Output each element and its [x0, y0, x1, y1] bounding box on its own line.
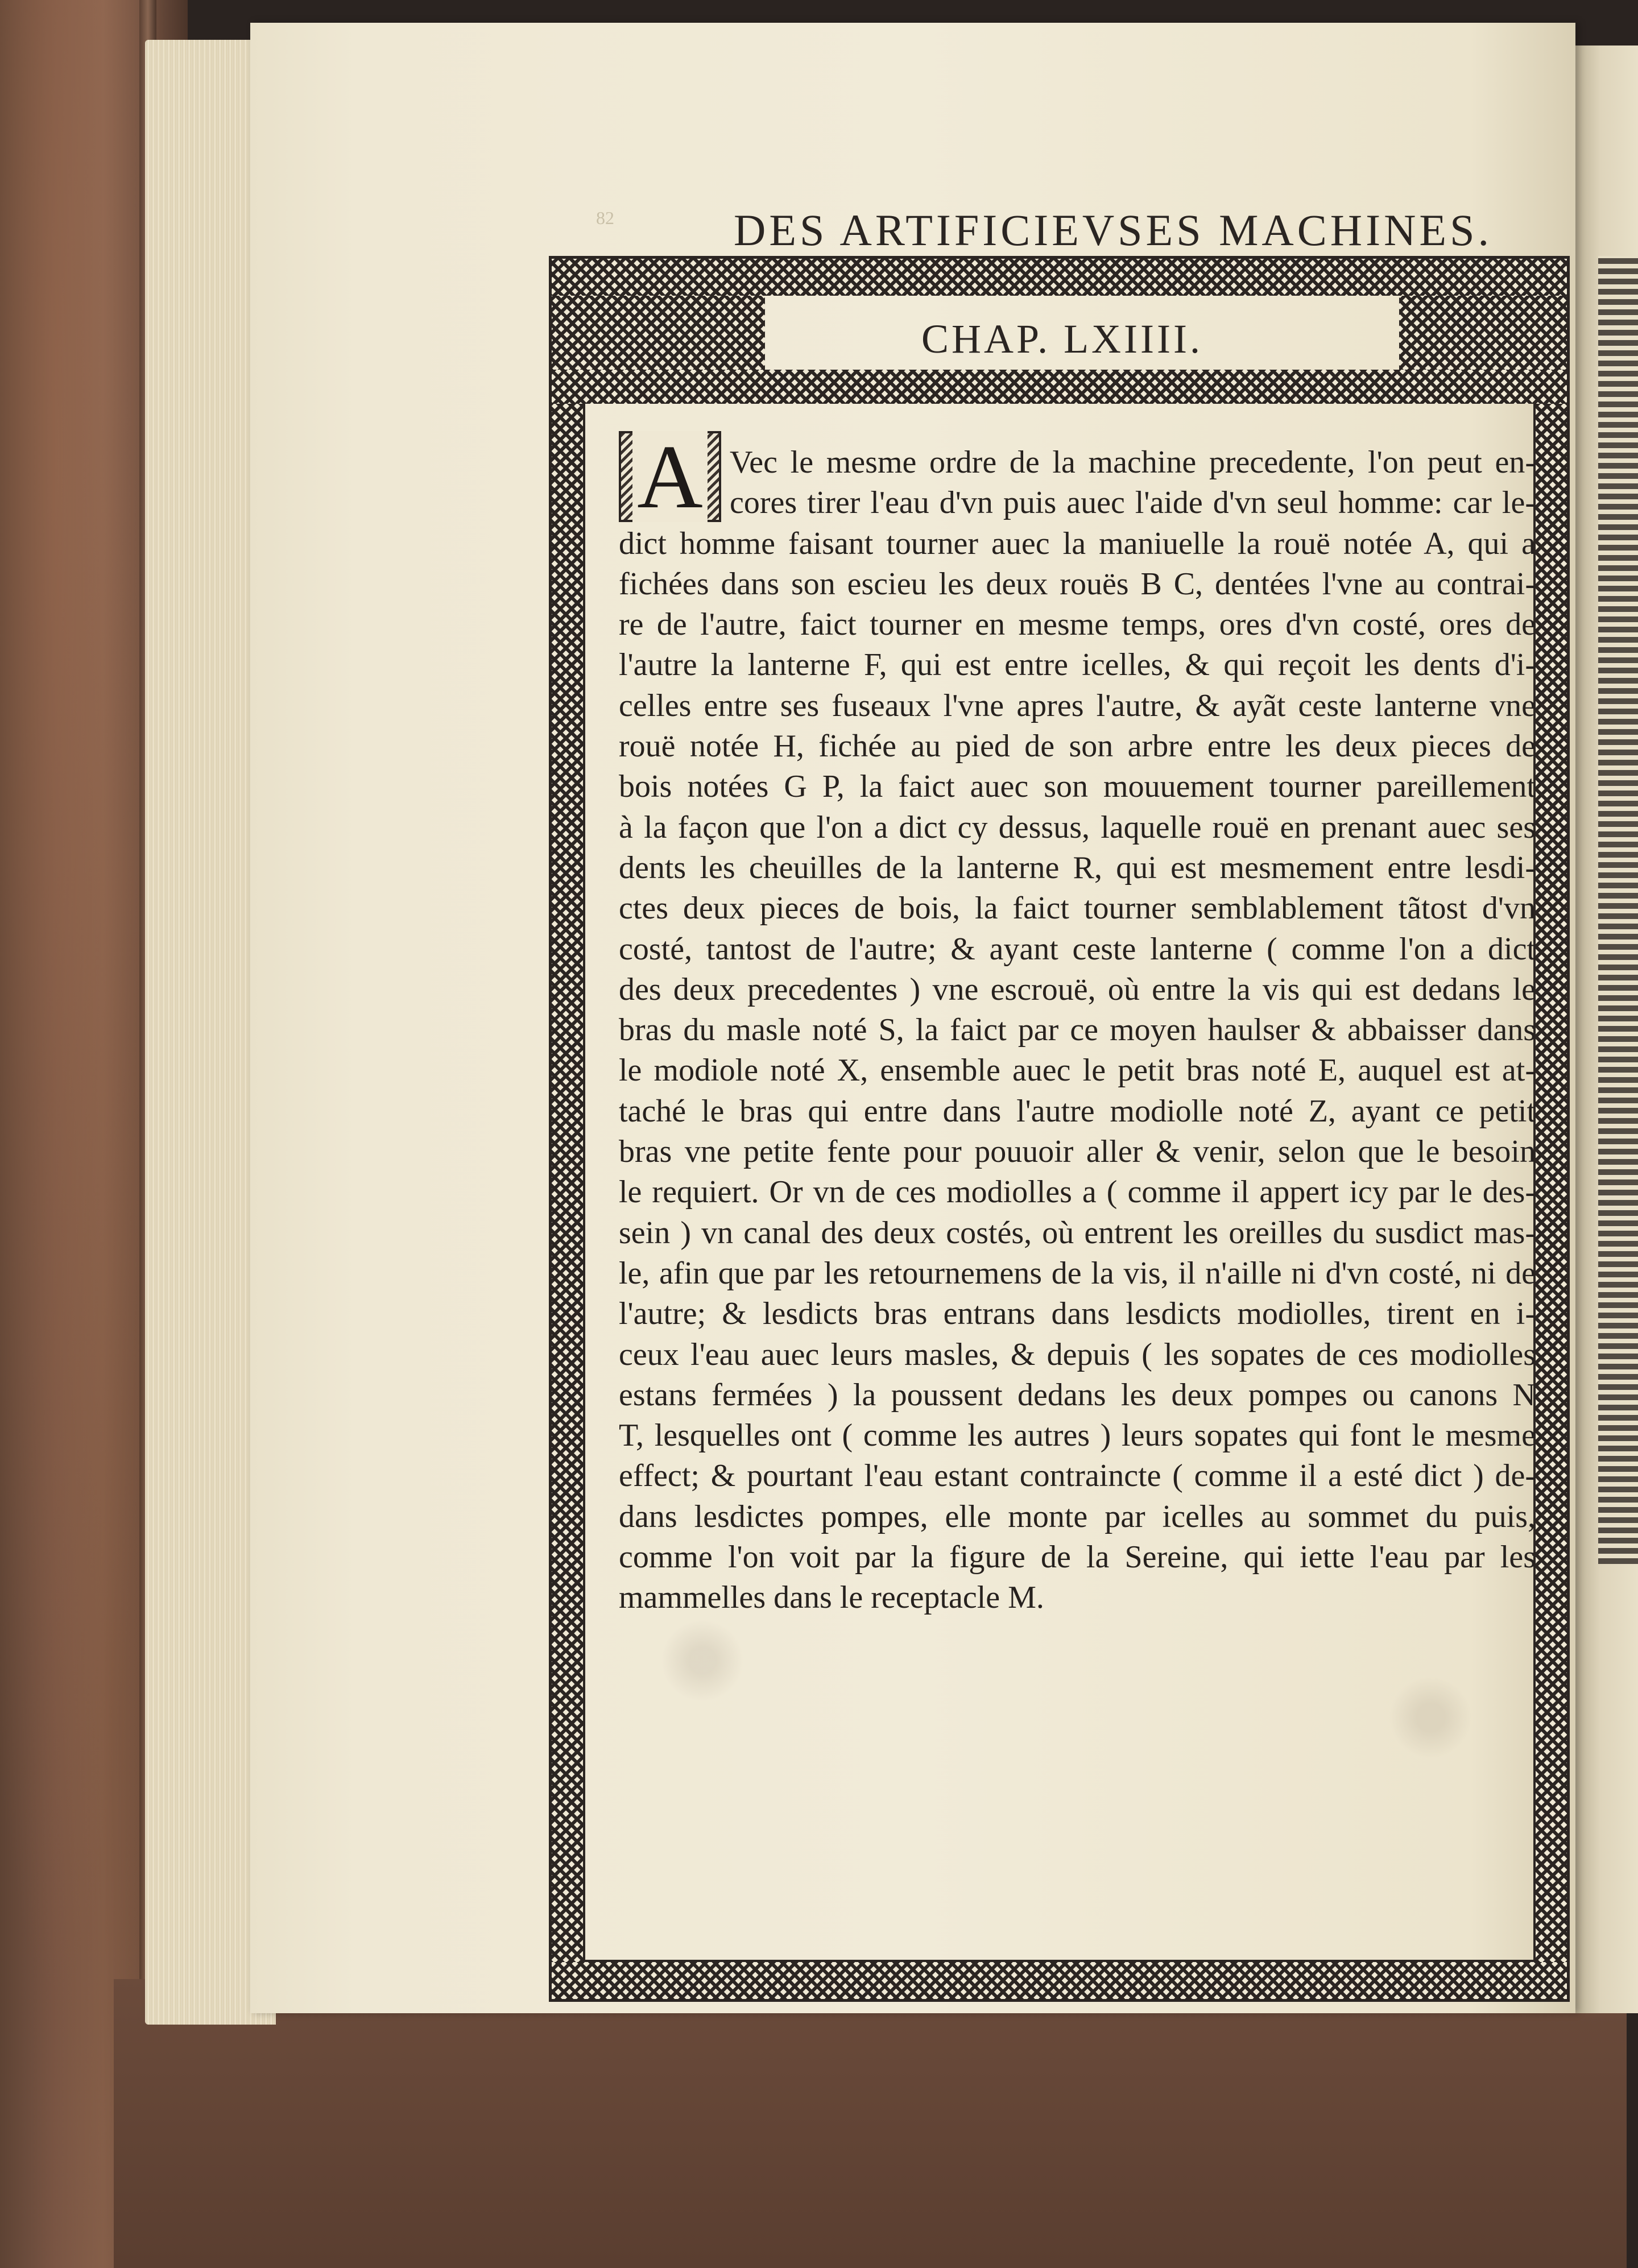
text-line: Vec le mesme ordre de la machine precedente, l'on peut en-	[730, 445, 1536, 480]
text-line: T, lesquelles ont ( comme les autres ) leurs sopates qui font le mesme	[619, 1418, 1536, 1454]
text-line: re de l'autre, faict tourner en mesme temps, ores d'vn costé, ores de	[619, 607, 1536, 643]
show-through-ornament	[1385, 1666, 1476, 1769]
frame-inner-rule-bottom	[583, 1960, 1536, 1962]
text-line: dict homme faisant tourner auec la maniuelle la rouë notée A, qui a	[619, 525, 1536, 561]
text-line: le, afin que par les retournemens de la vis, il n'aille ni d'vn costé, ni de	[619, 1255, 1536, 1291]
ornament-top-left-block	[549, 296, 765, 370]
text-line: cores tirer l'eau d'vn puis auec l'aide d'vn seul homme: car le-	[730, 485, 1536, 521]
text-line: taché le bras qui entre dans l'autre modiolle noté Z, ayant ce petit	[619, 1093, 1536, 1129]
text-line: bois notées G P, la faict auec son mouuement tourner pareillement	[619, 769, 1536, 805]
ornament-bottom-border	[549, 1962, 1570, 2002]
drop-cap-letter: A	[632, 431, 708, 522]
text-line: rouë notée H, fichée au pied de son arbre entre les deux pieces de	[619, 729, 1536, 764]
text-line: à la façon que l'on a dict cy dessus, laquelle rouë en prenant auec ses	[619, 809, 1536, 845]
text-line: le requiert. Or vn de ces modiolles a ( comme il appert icy par le des-	[619, 1174, 1536, 1210]
chapter-heading: CHAP. LXIIII.	[921, 316, 1203, 362]
text-line: estans fermées ) la poussent dedans les deux pompes ou canons N	[619, 1377, 1536, 1413]
text-line: fichées dans son escieu les deux rouës B C, dentées l'vne au contrai-	[619, 566, 1536, 602]
page-number: 82	[596, 208, 614, 228]
frame-inner-rule-left	[583, 404, 585, 1962]
chapter-body	[619, 442, 1536, 1619]
text-line: comme l'on voit par la figure de la Sereine, qui iette l'eau par les	[619, 1539, 1536, 1575]
text-line: bras vne petite fente pour pouuoir aller & venir, selon que le besoin	[619, 1134, 1536, 1170]
text-line: celles entre ses fuseaux l'vne apres l'autre, & ayãt ceste lanterne vne	[619, 688, 1536, 723]
text-line: effect; & pourtant l'eau estant contraincte ( comme il a esté dict ) de-	[619, 1458, 1536, 1494]
running-head: DES ARTIFICIEVSES MACHINES.	[734, 205, 1492, 255]
text-line: sein ) vn canal des deux costés, où entrent les oreilles du susdict mas-	[619, 1215, 1536, 1251]
ornament-left-border	[549, 404, 583, 1973]
text-line: l'autre la lanterne F, qui est entre icelles, & qui reçoit les dents d'i-	[619, 647, 1536, 683]
frame-rule-bottom	[549, 1999, 1570, 2002]
text-line: ctes deux pieces de bois, la faict tourner semblablement tãtost d'vn	[619, 891, 1536, 926]
frame-rule-left	[549, 256, 552, 2002]
text-line: dans lesdictes pompes, elle monte par icelles au sommet du puis,	[619, 1499, 1536, 1534]
ornament-heading-band	[549, 370, 1570, 404]
text-line: des deux precedentes ) vne escrouë, où entre la vis qui est dedans le	[619, 971, 1536, 1007]
frame-rule-top	[549, 256, 1570, 259]
text-line: dents les cheuilles de la lanterne R, qui est mesmement entre lesdi-	[619, 850, 1536, 885]
book-board-bottom	[114, 1979, 1627, 2268]
text-line: mammelles dans le receptacle M.	[619, 1580, 1044, 1616]
ornament-right-border	[1536, 404, 1570, 1973]
text-line: l'autre; & lesdicts bras entrans dans lesdicts modiolles, tirent en i-	[619, 1296, 1536, 1332]
frame-rule-right	[1567, 256, 1570, 2002]
ornament-top-border	[549, 256, 1570, 296]
facing-page-ornament-border	[1598, 256, 1638, 1564]
text-line: bras du masle noté S, la faict par ce moyen haulser & abbaisser dans	[619, 1012, 1536, 1048]
ornament-top-right-block	[1399, 296, 1570, 370]
text-line: le modiole noté X, ensemble auec le petit bras noté E, auquel est at-	[619, 1053, 1536, 1089]
show-through-ornament	[657, 1609, 748, 1712]
text-line: costé, tantost de l'autre; & ayant ceste lanterne ( comme l'on a dict	[619, 931, 1536, 967]
text-line: ceux l'eau auec leurs masles, & depuis ( les sopates de ces modiolles	[619, 1336, 1536, 1372]
